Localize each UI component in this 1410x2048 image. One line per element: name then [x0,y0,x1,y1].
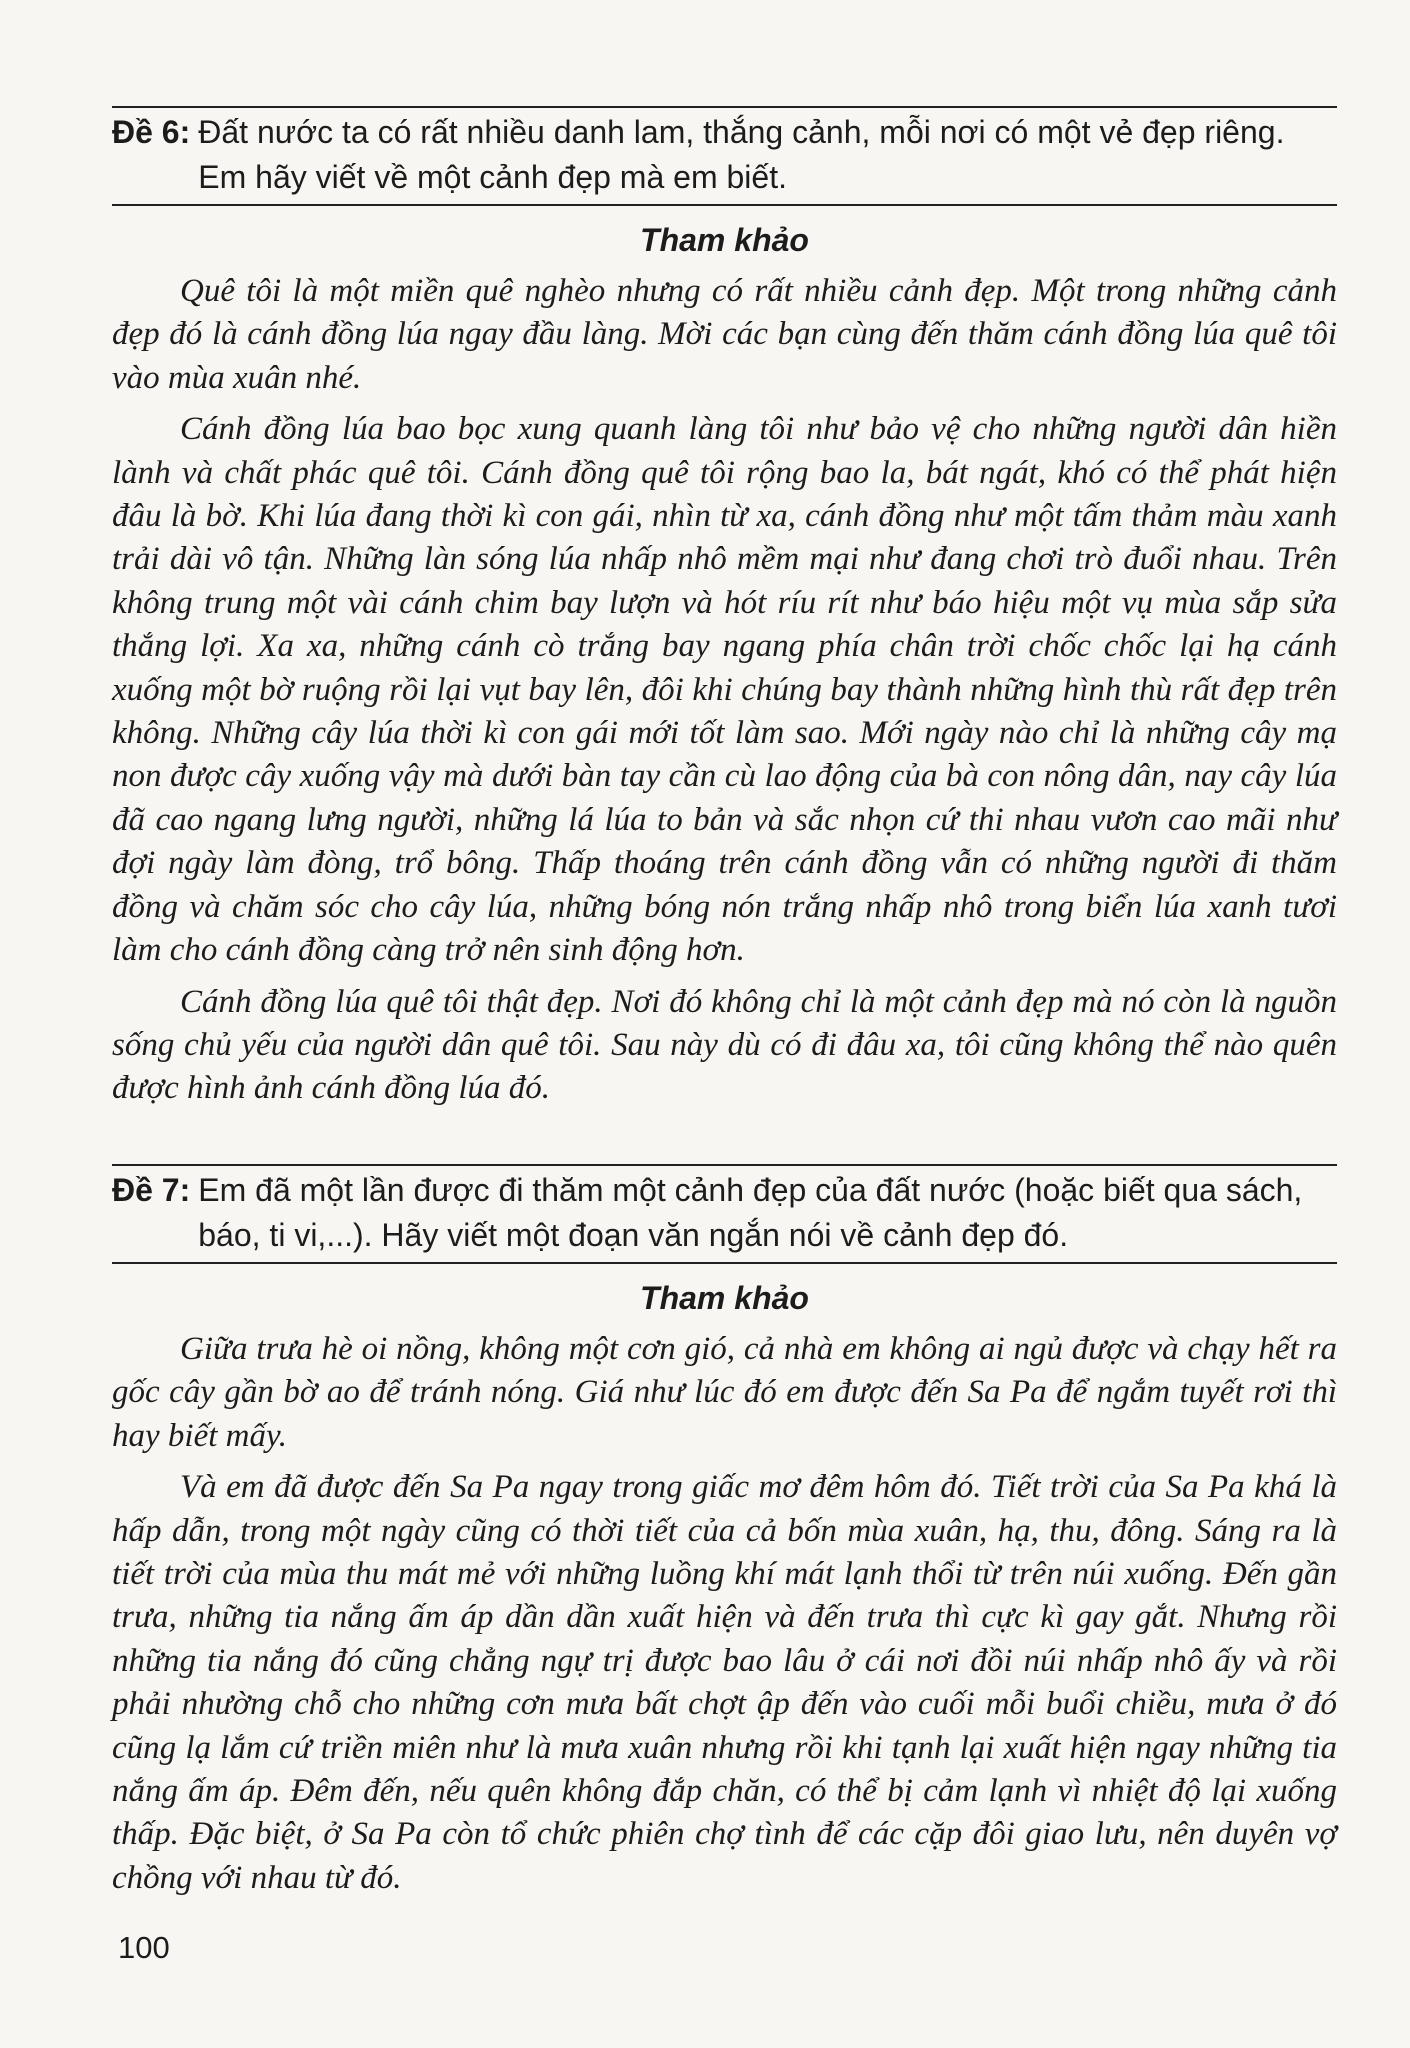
exercise-prompt [112,108,1337,204]
exercise-7 [112,1164,1337,1908]
reference-title: Tham khảo [640,222,809,258]
exercise-prompt [112,1166,1337,1262]
paragraph: Và em đã được đến Sa Pa ngay trong giấc mơ đêm hôm đó. Tiết trời của Sa Pa khá là hấp dẫn, trong một ngày cũng có thời tiết của cả bốn mùa xuân, hạ, thu, đông. Sáng ra là tiết trời của mùa thu mát mẻ với những luồng khí mát lạnh thổi từ trên núi xuống. Đến gần trưa, những tia nắng ấm áp dần dần xuất hiện và đến trưa thì cực kì gay gắt. Nhưng rồi những tia nắng đó cũng chẳng ngự trị được bao lâu ở cái nơi đồi núi nhấp nhô ấy và rồi phải nhường chỗ cho những cơn mưa bất chợt ập đến vào cuối mỗi buổi chiều, mưa ở đó cũng lạ lắm cứ triền miên như là mưa xuân nhưng rồi khi tạnh lại xuất hiện ngay những tia nắng ấm áp. Đêm đến, nếu quên không đắp chăn, có thể bị cảm lạnh vì nhiệt độ lại xuống thấp. Đặc biệt, ở Sa Pa còn tổ chức phiên chợ tình để các cặp đôi giao lưu, nên duyên vợ chồng với nhau từ đó. [112,1469,1337,1896]
reference-title: Tham khảo [640,1280,809,1316]
exercise-prompt-text: Em đã một lần được đi thăm một cảnh đẹp của đất nước (hoặc biết qua sách, báo, ti vi,...). Hãy viết một đoạn văn ngắn nói về cảnh đẹp đó. [198,1172,1303,1253]
exercise-label: Đề 7: [112,1172,191,1208]
paragraph: Giữa trưa hè oi nồng, không một cơn gió, cả nhà em không ai ngủ được và chạy hết ra gốc cây gần bờ ao để tránh nóng. Giá như lúc đó em được đến Sa Pa để ngắm tuyết rơi thì hay biết mấy. [112,1331,1337,1454]
paragraph: Cánh đồng lúa quê tôi thật đẹp. Nơi đó không chỉ là một cảnh đẹp mà nó còn là nguồn sống chủ yếu của người dân quê tôi. Sau này dù có đi đâu xa, tôi cũng không thể nào quên được hình ảnh cánh đồng lúa đó. [112,983,1337,1107]
paragraph: Cánh đồng lúa bao bọc xung quanh làng tôi như bảo vệ cho những người dân hiền lành và chất phác quê tôi. Cánh đồng quê tôi rộng bao la, bát ngát, khó có thể phát hiện đâu là bờ. Khi lúa đang thời kì con gái, nhìn từ xa, cánh đồng như một tấm thảm màu xanh trải dài vô tận. Những làn sóng lúa nhấp nhô mềm mại như đang chơi trò đuổi nhau. Trên không trung một vài cánh chim bay lượn và hót ríu rít như báo hiệu một vụ mùa sắp sửa thắng lợi. Xa xa, những cánh cò trắng bay ngang phía chân trời chốc chốc lại hạ cánh xuống một bờ ruộng rồi lại vụt bay lên, đôi khi chúng bay thành những hình thù rất đẹp trên không. Những cây lúa thời kì con gái mới tốt làm sao. Mới ngày nào chỉ là những cây mạ non được cây xuống vậy mà dưới bàn tay cần cù lao động của bà con nông dân, nay cây lúa đã cao ngang lưng người, những lá lúa to bản và sắc nhọn cứ thi nhau vươn cao mãi như đợi ngày làm đòng, trổ bông. Thấp thoáng trên cánh đồng vẫn có những người đi thăm đồng và chăm sóc cho cây lúa, những bóng nón trắng nhấp nhô trong biển lúa xanh tươi làm cho cánh đồng càng trở nên sinh động hơn. [112,411,1337,969]
paragraph: Quê tôi là một miền quê nghèo nhưng có rất nhiều cảnh đẹp. Một trong những cảnh đẹp đó là cánh đồng lúa ngay đầu làng. Mời các bạn cùng đến thăm cánh đồng lúa quê tôi vào mùa xuân nhé. [112,273,1337,396]
exercise-label: Đề 6: [112,114,191,150]
bottom-rule [112,204,1337,206]
exercise-6 [112,106,1337,1119]
bottom-rule [112,1262,1337,1264]
exercise-prompt-text: Đất nước ta có rất nhiều danh lam, thắng cảnh, mỗi nơi có một vẻ đẹp riêng. Em hãy viết về một cảnh đẹp mà em biết. [198,114,1285,195]
page-number: 100 [118,1930,170,1965]
